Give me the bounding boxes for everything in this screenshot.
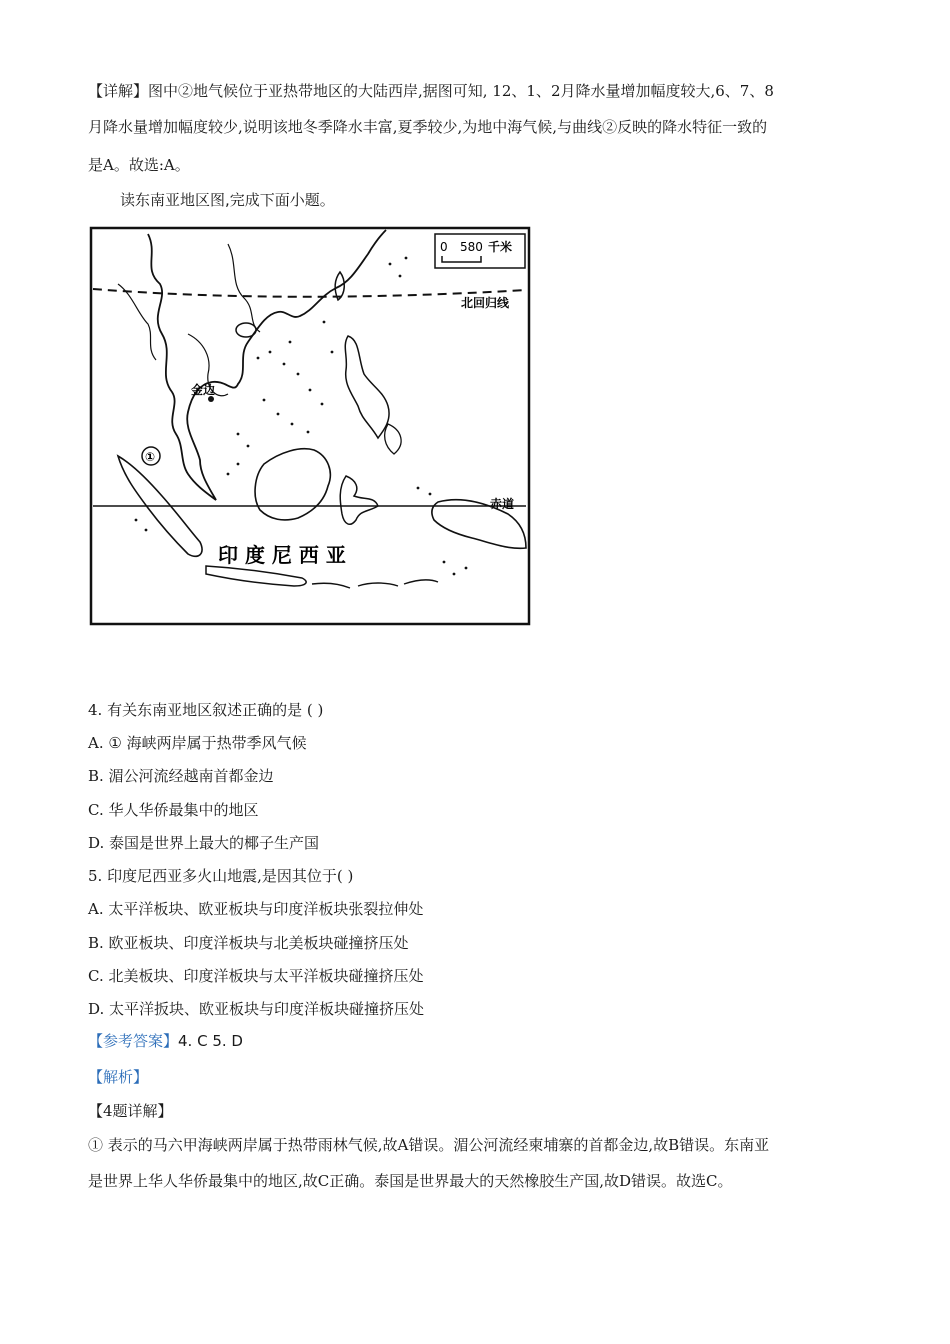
analysis-label: 【解析】: [88, 1068, 149, 1086]
q5-stem: 5. 印度尼西亚多火山地震,是因其位于( ): [88, 867, 354, 885]
detail-line-3: 是A。故选:A。: [88, 156, 190, 174]
answer-line: [88, 1030, 243, 1051]
country-label: 印 度 尼 西 亚: [218, 543, 346, 567]
detail4-line-2: 是世界上华人华侨最集中的地区,故C正确。泰国是世界最大的天然橡胶生产国,故D错误。故选C。: [88, 1172, 733, 1190]
tropic-label: 北回归线: [461, 296, 510, 310]
scale-unit: 千米: [488, 240, 513, 254]
q5-option-a: A. 太平洋板块、欧亚板块与印度洋板块张裂拉伸处: [88, 900, 424, 918]
detail-line-2: 月降水量增加幅度较少,说明该地冬季降水丰富,夏季较少,为地中海气候,与曲线②反映的降水特征一致的: [88, 118, 768, 136]
q4-option-b: B. 湄公河流经越南首都金边: [88, 767, 274, 785]
answer-value: 4. C 5. D: [178, 1032, 243, 1050]
southeast-asia-map: [88, 224, 533, 629]
q5-option-b: B. 欧亚板块、印度洋板块与北美板块碰撞挤压处: [88, 934, 409, 952]
intro-text: 读东南亚地区图,完成下面小题。: [120, 191, 335, 209]
scale-zero: 0: [440, 240, 448, 254]
answer-label: 【参考答案】: [88, 1032, 179, 1050]
city-label: 金边: [191, 383, 216, 397]
q4-stem: 4. 有关东南亚地区叙述正确的是 ( ): [88, 701, 324, 719]
marker-label: ①: [145, 450, 156, 464]
q5-option-c: C. 北美板块、印度洋板块与太平洋板块碰撞挤压处: [88, 967, 424, 985]
scale-value: 580: [460, 240, 483, 254]
q4-option-c: C. 华人华侨最集中的地区: [88, 801, 259, 819]
equator-label: 赤道: [490, 497, 515, 511]
q4-option-a: A. ① 海峡两岸属于热带季风气候: [88, 734, 307, 752]
detail4-title: 【4题详解】: [88, 1102, 173, 1120]
scale-bar: [435, 234, 525, 268]
q5-option-d: D. 太平洋扳块、欧亚板块与印度洋板块碰撞挤压处: [88, 1000, 425, 1018]
q4-option-d: D. 泰国是世界上最大的椰子生产国: [88, 834, 320, 852]
detail4-line-1: ① 表示的马六甲海峡两岸属于热带雨林气候,故A错误。湄公河流经柬埔寨的首都金边,故B错误。东南亚: [88, 1136, 770, 1154]
detail-line-1: 【详解】图中②地气候位于亚热带地区的大陆西岸,据图可知, 12、1、2月降水量增加幅度较大,6、7、8: [88, 82, 774, 100]
